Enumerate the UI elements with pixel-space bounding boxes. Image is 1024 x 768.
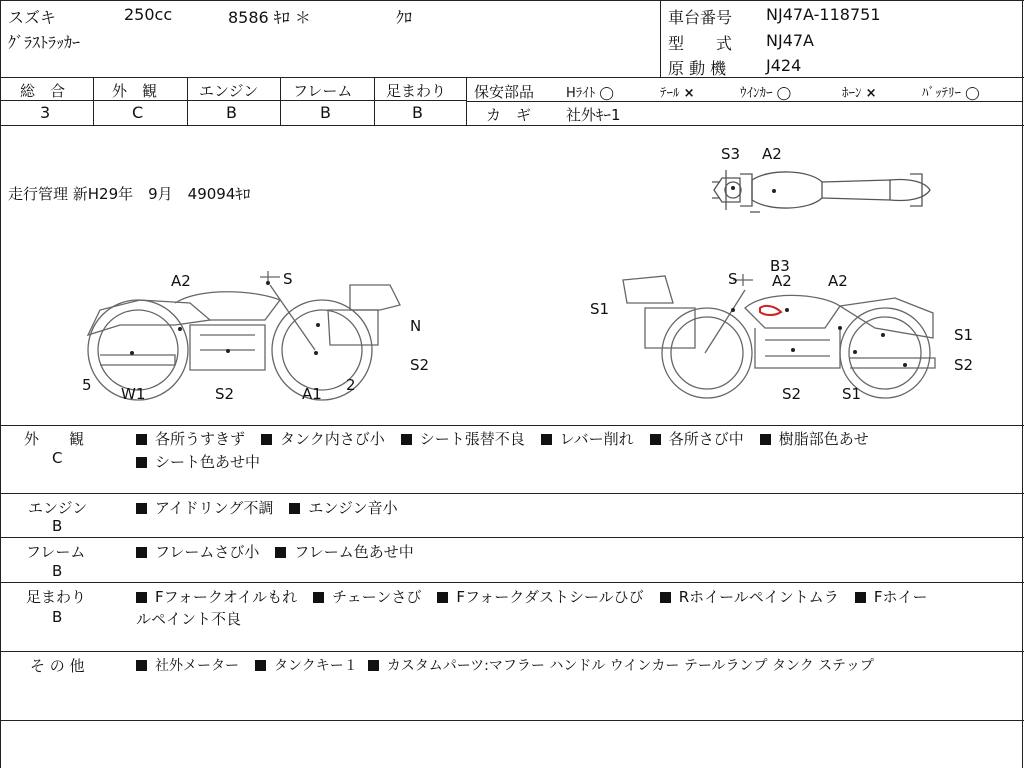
safety-item-battery: ﾊﾞｯﾃﾘｰ ◯ bbox=[922, 86, 980, 101]
grade-frame-label: フレーム bbox=[293, 82, 353, 100]
divider-header bbox=[0, 77, 1024, 78]
divider-remark-3 bbox=[0, 582, 1024, 583]
diagram-left-label-s2-right: S2 bbox=[410, 356, 430, 374]
diagram-right-label-s2-right: S2 bbox=[954, 356, 974, 374]
remark-exterior-line-1: 各所うすきず タンク内さび小 シート張替不良 レバー削れ 各所さび中 樹脂部色あせ bbox=[136, 428, 869, 449]
grade-frame: B bbox=[320, 103, 331, 122]
diagram-left-label-n: N bbox=[410, 317, 422, 335]
grade-overall: 3 bbox=[40, 103, 51, 122]
displacement: 250cc bbox=[124, 5, 173, 24]
remark-engine-grade: B bbox=[52, 517, 63, 535]
remark-engine-line: アイドリング不調 エンジン音小 bbox=[136, 497, 398, 518]
remark-suspension-grade: B bbox=[52, 608, 63, 626]
motorcycle-left-side-diagram bbox=[80, 265, 420, 395]
chassis-label: 車台番号 bbox=[668, 8, 733, 27]
run-management: 走行管理 新H29年 9月 49094ｷﾛ bbox=[8, 185, 251, 203]
safety-item-tail: ﾃｰﾙ × bbox=[660, 86, 695, 101]
remark-suspension-line-1: Fフォークオイルもれ チェーンさび Fフォークダストシールひび Rホイールペイントムラ Fホイー bbox=[136, 586, 927, 607]
diagram-right-label-s2-bottom: S2 bbox=[782, 385, 802, 403]
divider-remark-1 bbox=[0, 493, 1024, 494]
diagram-right-label-a2-tank: A2 bbox=[772, 272, 792, 290]
maker: スズキ bbox=[8, 8, 57, 27]
key-value: 社外ｷｰ1 bbox=[566, 106, 621, 124]
divider-remark-5 bbox=[0, 720, 1024, 721]
divider-remark-4 bbox=[0, 651, 1024, 652]
remark-exterior-label: 外 観 bbox=[24, 430, 85, 448]
grade-suspension: B bbox=[412, 103, 423, 122]
diagram-left-label-s: S bbox=[283, 270, 293, 288]
safety-item-horn: ﾎｰﾝ × bbox=[842, 86, 877, 101]
grade-overall-label: 総 合 bbox=[20, 82, 66, 100]
grade-exterior: C bbox=[132, 103, 144, 122]
diagram-right-label-s: S bbox=[728, 270, 738, 288]
divider-grade-5 bbox=[466, 77, 467, 125]
engine-label: 原 動 機 bbox=[668, 59, 727, 78]
remark-other-label: そ の 他 bbox=[30, 657, 85, 675]
border-left bbox=[0, 0, 1, 768]
divider-grade-2 bbox=[187, 77, 188, 125]
diagram-top-label-a2: A2 bbox=[762, 145, 782, 163]
diagram-right-label-s1-bottom: S1 bbox=[842, 385, 862, 403]
border-top bbox=[0, 0, 1024, 1]
grade-suspension-label: 足まわり bbox=[386, 82, 447, 100]
model-name: ｸﾞﾗｽﾄﾗｯｶｰ bbox=[8, 33, 81, 52]
diagram-right-label-b3: B3 bbox=[770, 257, 790, 275]
grade-engine: B bbox=[226, 103, 237, 122]
border-right bbox=[1022, 0, 1023, 768]
remark-suspension-label: 足まわり bbox=[26, 588, 87, 606]
remark-engine-label: エンジン bbox=[28, 499, 88, 517]
diagram-left-label-5: 5 bbox=[82, 376, 92, 394]
type-label: 型 式 bbox=[668, 34, 733, 53]
remark-exterior-grade: C bbox=[52, 449, 63, 467]
divider-grade-4 bbox=[374, 77, 375, 125]
grade-engine-label: エンジン bbox=[199, 82, 259, 100]
divider-grade-3 bbox=[280, 77, 281, 125]
key-label: カ ギ bbox=[486, 106, 532, 124]
remark-frame-line: フレームさび小 フレーム色あせ中 bbox=[136, 541, 414, 562]
divider-grade-1 bbox=[93, 77, 94, 125]
divider-header-vertical bbox=[660, 0, 661, 77]
diagram-right-label-s1-right: S1 bbox=[954, 326, 974, 344]
safety-item-headlight: Hﾗｲﾄ ◯ bbox=[566, 86, 614, 101]
diagram-left-label-a1: A1 bbox=[302, 385, 322, 403]
engine-value: J424 bbox=[766, 56, 802, 75]
diagram-left-label-w1: W1 bbox=[121, 385, 146, 403]
diagram-left-label-2: 2 bbox=[346, 376, 356, 394]
type-value: NJ47A bbox=[766, 31, 814, 50]
diagram-right-label-s1-left: S1 bbox=[590, 300, 610, 318]
safety-label: 保安部品 bbox=[474, 83, 535, 101]
color: ｸﾛ bbox=[396, 8, 413, 27]
divider-grades-bottom bbox=[0, 125, 1024, 126]
diagram-top-label-s3: S3 bbox=[721, 145, 741, 163]
diagram-left-label-s2-bottom: S2 bbox=[215, 385, 235, 403]
divider-safety bbox=[466, 101, 1022, 102]
mileage: 8586 ｷﾛ ＊ bbox=[228, 8, 311, 27]
divider-diagram-bottom bbox=[0, 425, 1024, 426]
grade-exterior-label: 外 観 bbox=[112, 82, 158, 100]
remark-exterior-line-2: シート色あせ中 bbox=[136, 451, 260, 472]
remark-frame-grade: B bbox=[52, 562, 63, 580]
remark-suspension-line-2: ルペイント不良 bbox=[136, 610, 242, 628]
diagram-right-label-a2-seat: A2 bbox=[828, 272, 848, 290]
divider-remark-2 bbox=[0, 537, 1024, 538]
remark-other-line: 社外メーター タンクキー１ カスタムパーツ:マフラー ハンドル ウインカー テールランプ タンク ステップ bbox=[136, 655, 874, 675]
diagram-left-label-a2: A2 bbox=[171, 272, 191, 290]
remark-frame-label: フレーム bbox=[26, 543, 86, 561]
safety-item-winker: ｳｲﾝｶｰ ◯ bbox=[740, 86, 792, 101]
motorcycle-top-view-diagram bbox=[700, 160, 950, 220]
chassis-value: NJ47A-118751 bbox=[766, 5, 881, 24]
